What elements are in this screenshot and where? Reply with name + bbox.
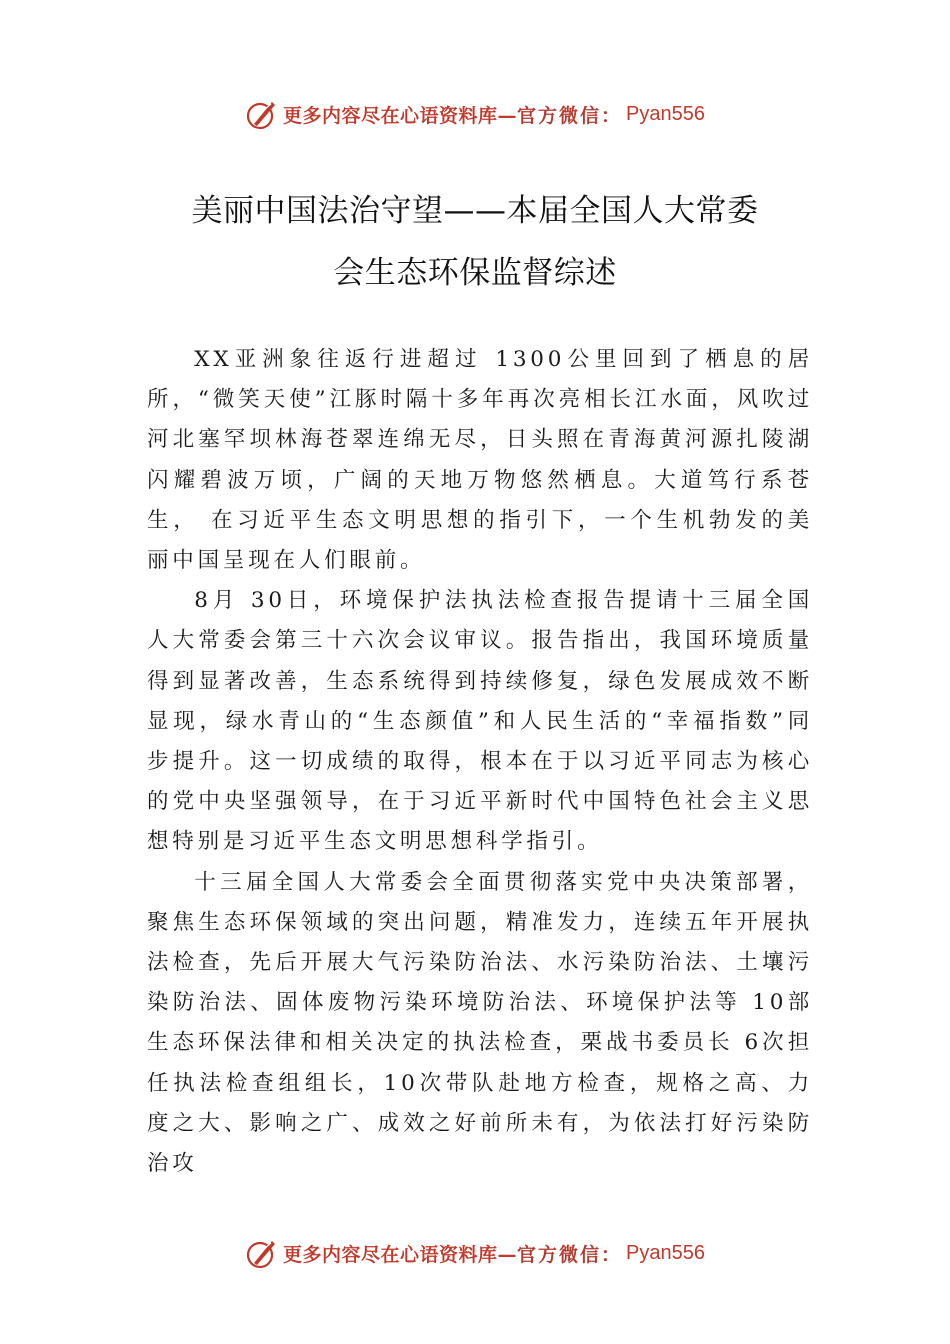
footer-banner: [0, 1233, 950, 1273]
banner-wechat-id: Pyan556: [626, 102, 705, 125]
title-line-1: 美丽中国法治守望——本届全国人大常委: [191, 193, 759, 229]
banner-main-text: 更多内容尽在心语资料库—: [283, 1243, 518, 1266]
paragraph-1: XX亚洲象往返行进超过 1300公里回到了栖息的居所，“微笑天使”江豚时隔十多年再次亮相长江水面，风吹过河北塞罕坝林海苍翠连绵无尽，日头照在青海黄河源扎陵湖闪耀碧波万顷，广阔的天地万物悠然栖息。大道笃行系苍生， 在习近平生态文明思想的指引下，一个生机勃发的美丽中国呈现在人们眼前。: [147, 347, 813, 574]
banner-wechat-id: Pyan556: [626, 1241, 705, 1264]
banner-wechat-label: 官方微信：: [517, 104, 623, 127]
banner-main-text: 更多内容尽在心语资料库—: [283, 104, 518, 127]
paragraph-3: 十三届全国人大常委会全面贯彻落实党中央决策部署，聚焦生态环保领域的突出问题，精准发力，连续五年开展执法检查，先后开展大气污染防治法、水污染防治法、土壤污染防治法、固体废物污染环境防治法、环境保护法等 10部生态环保法律和相关决定的执法检查，栗战书委员长 6次担任执法检查组组长，10次带队赴地方检查，规格之高、力度之大、影响之广、成效之好前所未有，为依法打好污染防治攻: [147, 869, 813, 1177]
document-body: [147, 340, 813, 1184]
header-banner: [0, 94, 950, 134]
paragraph-2: 8月 30日，环境保护法执法检查报告提请十三届全国人大常委会第三十六次会议审议。报告指出，我国环境质量得到显著改善，生态系统得到持续修复，绿色发展成效不断显现，绿水青山的“生态颜值”和人民生活的“幸福指数”同步提升。这一切成绩的取得，根本在于以习近平同志为核心的党中央坚强领导，在于习近平新时代中国特色社会主义思想特别是习近平生态文明思想科学指引。: [147, 588, 813, 855]
banner-wechat-label: 官方微信：: [517, 1243, 623, 1266]
document-title: [0, 180, 950, 304]
quill-pen-logo-icon: [245, 97, 279, 131]
quill-pen-logo-icon: [245, 1236, 279, 1270]
title-line-2: 会生态环保监督综述: [333, 255, 617, 291]
